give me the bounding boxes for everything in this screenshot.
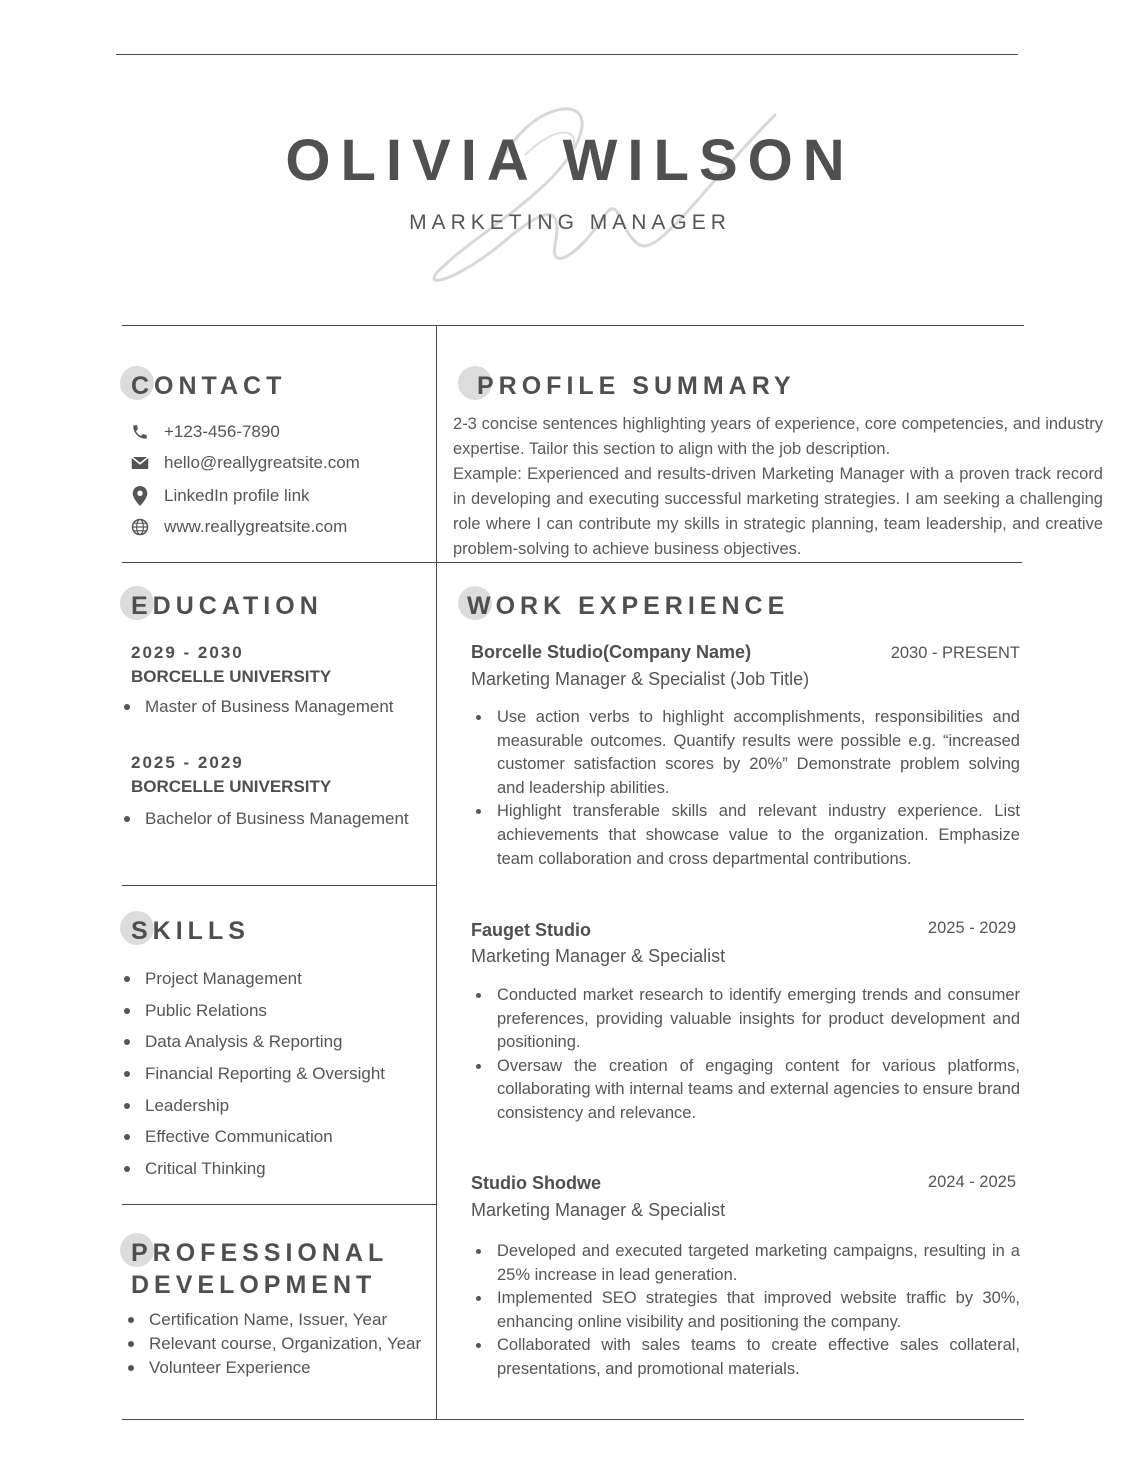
profile-paragraph-2: Example: Experienced and results-driven Marketing Manager with a proven track record in developing and executing successful marketing strategies. I am seeking a challenging role where I can contribute my skills in strategic planning, team leadership, and creative problem-solving to achieve business objectives. [453, 465, 1103, 558]
degree-text: Master of Business Management [145, 697, 394, 716]
job-company: Studio Shodwe [471, 1173, 601, 1193]
contact-linkedin [130, 484, 310, 508]
email-text[interactable]: hello@reallygreatsite.com [164, 453, 360, 472]
education-rule [122, 885, 436, 886]
education-school: BORCELLE UNIVERSITY [131, 667, 332, 686]
list-item [128, 1332, 421, 1356]
skills-heading: SKILLS [131, 917, 250, 945]
skill-text: Leadership [145, 1095, 230, 1115]
bullet-dot [124, 1071, 130, 1077]
column-divider [436, 325, 437, 1420]
education-years: 2025 - 2029 [131, 753, 244, 772]
contact-website [130, 515, 347, 539]
bullet-dot [476, 993, 481, 998]
bullet-text: Conducted market research to identify emerging trends and consumer preferences, providing valuable insights for product development and positioning. [497, 986, 1020, 1052]
list-item [128, 1308, 421, 1332]
phone-icon [130, 422, 150, 442]
list-item [128, 1356, 421, 1380]
skill-text: Critical Thinking [145, 1158, 266, 1178]
bullet-dot [128, 1365, 134, 1371]
location-pin-icon [130, 486, 150, 506]
skills-list [124, 963, 385, 1185]
job-title: Marketing Manager & Specialist [471, 946, 726, 966]
header-bottom-rule [122, 325, 1024, 326]
list-item [471, 706, 1020, 800]
bullet-dot [476, 1343, 481, 1348]
job-bullets [471, 984, 1020, 1126]
work-experience-heading: WORK EXPERIENCE [467, 592, 790, 620]
bullet-text: Highlight transferable skills and relevant industry experience. List achievements that showcase value to the organization. Emphasize team collaboration and cross departmental contributions. [497, 802, 1020, 868]
list-item [124, 963, 385, 995]
mail-icon [130, 453, 150, 473]
list-item [124, 995, 385, 1027]
job-dates: 2024 - 2025 [927, 1173, 1016, 1191]
website-text[interactable]: www.reallygreatsite.com [164, 517, 348, 536]
skill-text: Data Analysis & Reporting [145, 1032, 343, 1052]
job-title: Marketing Manager & Specialist [471, 1200, 726, 1220]
globe-icon [130, 517, 150, 537]
skill-text: Public Relations [145, 1000, 267, 1020]
list-item [471, 1334, 1020, 1381]
linkedin-text[interactable]: LinkedIn profile link [164, 486, 310, 505]
list-item [471, 1240, 1020, 1287]
phone-text[interactable]: +123-456-7890 [164, 422, 280, 441]
bullet-dot [476, 715, 481, 720]
job-bullets [471, 1240, 1020, 1382]
bullet-dot [124, 1166, 130, 1172]
bullet-text: Developed and executed targeted marketing campaigns, resulting in a 25% increase in lead generation. [497, 1242, 1020, 1284]
pd-text: Relevant course, Organization, Year [149, 1334, 422, 1353]
contact-phone [130, 420, 280, 444]
bullet-text: Collaborated with sales teams to create effective sales collateral, presentations, and promotional materials. [497, 1336, 1020, 1378]
education-school: BORCELLE UNIVERSITY [131, 777, 332, 796]
professional-development-heading [131, 1237, 388, 1301]
skill-text: Project Management [145, 968, 302, 988]
candidate-name: OLIVIA WILSON [285, 128, 855, 193]
bullet-dot [128, 1317, 134, 1323]
bullet-dot [128, 1341, 134, 1347]
bullet-dot [124, 1008, 130, 1014]
degree-text: Bachelor of Business Management [145, 809, 409, 828]
contact-heading: CONTACT [131, 372, 287, 400]
education-years: 2029 - 2030 [131, 643, 244, 662]
candidate-role: MARKETING MANAGER [409, 211, 731, 234]
profile-heading: PROFILE SUMMARY [477, 372, 796, 400]
bullet-dot [124, 976, 130, 982]
education-heading: EDUCATION [131, 592, 323, 620]
job-dates: 2025 - 2029 [927, 919, 1016, 937]
bullet-dot [476, 809, 481, 814]
skill-text: Financial Reporting & Oversight [145, 1063, 386, 1083]
education-degree [124, 697, 394, 717]
bullet-dot [124, 816, 130, 822]
list-item [124, 1058, 385, 1090]
job-bullets [471, 706, 1020, 871]
signature-monogram [405, 95, 785, 295]
bullet-text: Use action verbs to highlight accomplishments, responsibilities and measurable outcomes. Quantify results were possible e.g. “increased customer satisfaction scores by 20%” Demonstrate problem solving and leadership abilities. [497, 708, 1020, 797]
company-name: Borcelle Studio [471, 642, 604, 662]
education-degree [124, 809, 409, 829]
bullet-dot [124, 1039, 130, 1045]
list-item [124, 1153, 385, 1185]
list-item [471, 984, 1020, 1055]
list-item [471, 1287, 1020, 1334]
list-item [471, 800, 1020, 871]
profile-paragraph-1: 2-3 concise sentences highlighting years of experience, core competencies, and industry expertise. Tailor this section to align with the job description. [453, 415, 1103, 458]
job-company: Fauget Studio [471, 920, 591, 940]
pd-text: Volunteer Experience [149, 1358, 311, 1377]
skill-text: Effective Communication [145, 1127, 333, 1147]
job-title: Marketing Manager & Specialist (Job Title) [471, 669, 810, 689]
contact-email [130, 451, 360, 475]
bullet-dot [476, 1296, 481, 1301]
skills-rule [122, 1204, 436, 1205]
list-item [124, 1090, 385, 1122]
bullet-dot [124, 704, 130, 710]
bullet-dot [476, 1064, 481, 1069]
bullet-dot [476, 1249, 481, 1254]
heading-line-2: DEVELOPMENT [131, 1271, 377, 1299]
list-item [471, 1055, 1020, 1126]
list-item [124, 1121, 385, 1153]
contact-profile-rule [122, 562, 1022, 563]
top-rule [116, 54, 1018, 55]
pd-text: Certification Name, Issuer, Year [149, 1310, 388, 1329]
professional-development-list [128, 1308, 421, 1380]
bottom-rule [122, 1419, 1024, 1420]
list-item [124, 1026, 385, 1058]
bullet-text: Implemented SEO strategies that improved website traffic by 30%, enhancing online visibility and positioning the company. [497, 1289, 1020, 1331]
bullet-dot [124, 1134, 130, 1140]
heading-line-1: PROFESSIONAL [131, 1239, 389, 1267]
company-suffix: (Company Name) [603, 642, 752, 662]
bullet-dot [124, 1103, 130, 1109]
job-dates: 2030 - PRESENT [890, 644, 1020, 662]
job-company [471, 642, 751, 663]
bullet-text: Oversaw the creation of engaging content for various platforms, collaborating with internal teams and external agencies to ensure brand consistency and relevance. [497, 1056, 1020, 1122]
